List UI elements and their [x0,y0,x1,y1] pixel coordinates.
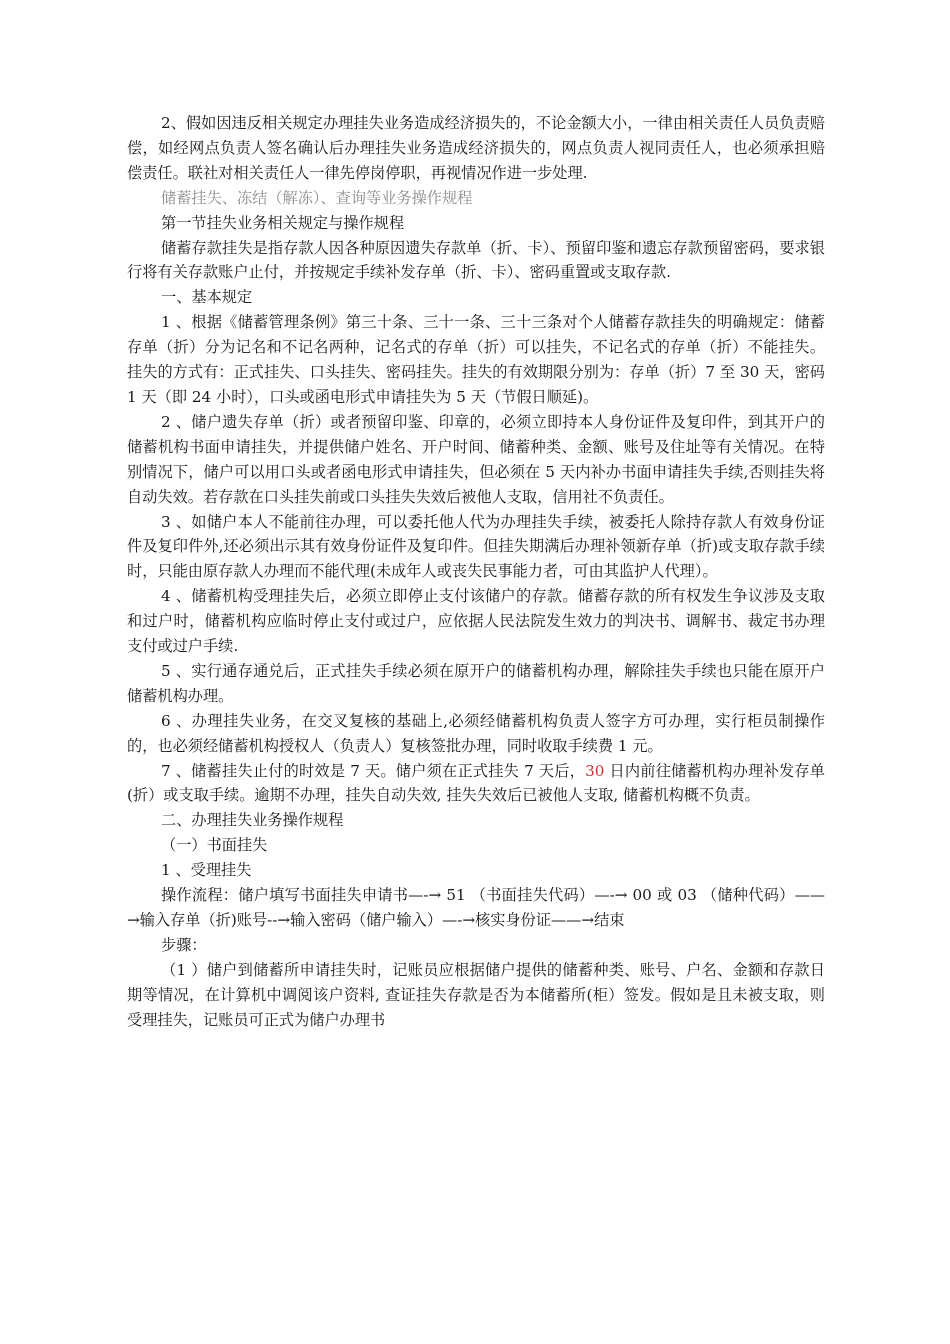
rule-3: 3 、如储户本人不能前往办理，可以委托他人代为办理挂失手续，被委托人除持存款人有效身份证件及复印件外,还必须出示其有效身份证件及复印件。但挂失期满后办理补领新存单（折)或支取存款手续时，只能由原存款人办理而不能代理(未成年人或丧失民事能力者，可由其监护人代理）。 [127,512,825,581]
operation-flow: 操作流程：储户填写书面挂失申请书—-→ 51 （书面挂失代码）—-→ 00 或 03 （储种代码）——→输入存单（折)账号--→输入密码（储户输入）—-→核实身份证——→结束 [127,886,825,929]
rule-7-days-highlight: 30 [585,761,605,780]
rule-4: 4 、储蓄机构受理挂失后，必须立即停止支付该储户的存款。储蓄存款的所有权发生争议涉及支取和过户时，储蓄机构应临时停止支付或过户，应依据人民法院发生效力的判决书、调解书、裁定书办理支付或过户手续. [127,587,825,656]
paragraph-intro: 储蓄存款挂失是指存款人因各种原因遗失存款单（折、卡）、预留印鉴和遗忘存款预留密码，要求银行将有关存款账户止付，并按规定手续补发存单（折、卡）、密码重置或支取存款. [127,238,825,282]
rule-2: 2 、储户遗失存单（折）或者预留印鉴、印章的，必须立即持本人身份证件及复印件，到其开户的储蓄机构书面申请挂失，并提供储户姓名、开户时间、储蓄种类、金额、账号及住址等有关情况。在特别情况下，储户可以用口头或者函电形式申请挂失，但必须在 5 天内补办书面申请挂失手续,否则挂失将自动失效。若存款在口头挂失前或口头挂失失效后被他人支取，信用社不负责任。 [127,412,825,506]
rule-7-text-b: 日内前往储蓄机构办理补发存单(折）或支取手续。逾期不办理，挂失自动失效, 挂失失效后已被他人支取, 储蓄机构概不负责。 [127,761,825,805]
heading-basic-rules: 一、基本规定 [161,288,253,307]
chapter-title: 第一节挂失业务相关规定与操作规程 [161,213,404,232]
rule-5: 5 、实行通存通兑后，正式挂失手续必须在原开户的储蓄机构办理，解除挂失手续也只能在原开户储蓄机构办理。 [127,661,825,705]
rule-1: 1 、根据《储蓄管理条例》第三十条、三十一条、三十三条对个人储蓄存款挂失的明确规定：储蓄存单（折）分为记名和不记名两种，记名式的存单（折）可以挂失，不记名式的存单（折）不能挂失。挂失的方式有：正式挂失、口头挂失、密码挂失。挂失的有效期限分别为：存单（折）7 至 30 天，密码 1 天（即 24 小时），口头或函电形式申请挂失为 5 天（节假日顺延)。 [127,313,825,406]
step-1: （1 ）储户到储蓄所申请挂失时，记账员应根据储户提供的储蓄种类、账号、户名、金额和存款日期等情况，在计算机中调阅该户资料, 查证挂失存款是否为本储蓄所(柜）签发。假如是且未被支取，则受理挂失，记账员可正式为储户办理书 [127,960,825,1029]
document-body [127,111,825,1033]
heading-written-loss-report: （一）书面挂失 [161,836,268,855]
heading-procedures: 二、办理挂失业务操作规程 [161,811,344,830]
rule-7 [127,759,825,809]
rule-7-text-a: 7 、储蓄挂失止付的时效是 7 天。储户须在正式挂失 7 天后， [161,761,586,780]
heading-accept-report: 1 、受理挂失 [161,861,252,880]
rule-6: 6 、办理挂失业务，在交叉复核的基础上,必须经储蓄机构负责人签字方可办理，实行柜员制操作的，也必须经储蓄机构授权人（负责人）复核签批办理，同时收取手续费 1 元。 [127,711,825,755]
section-title: 储蓄挂失、冻结（解冻）、查询等业务操作规程 [161,188,473,207]
paragraph-liability: 2、假如因违反相关规定办理挂失业务造成经济损失的，不论金额大小，一律由相关责任人员负责赔偿，如经网点负责人签名确认后办理挂失业务造成经济损失的，网点负责人视同责任人，也必须承担赔偿责任。联社对相关责任人一律先停岗停职，再视情况作进一步处理. [127,114,825,182]
steps-label: 步骤： [161,935,207,954]
